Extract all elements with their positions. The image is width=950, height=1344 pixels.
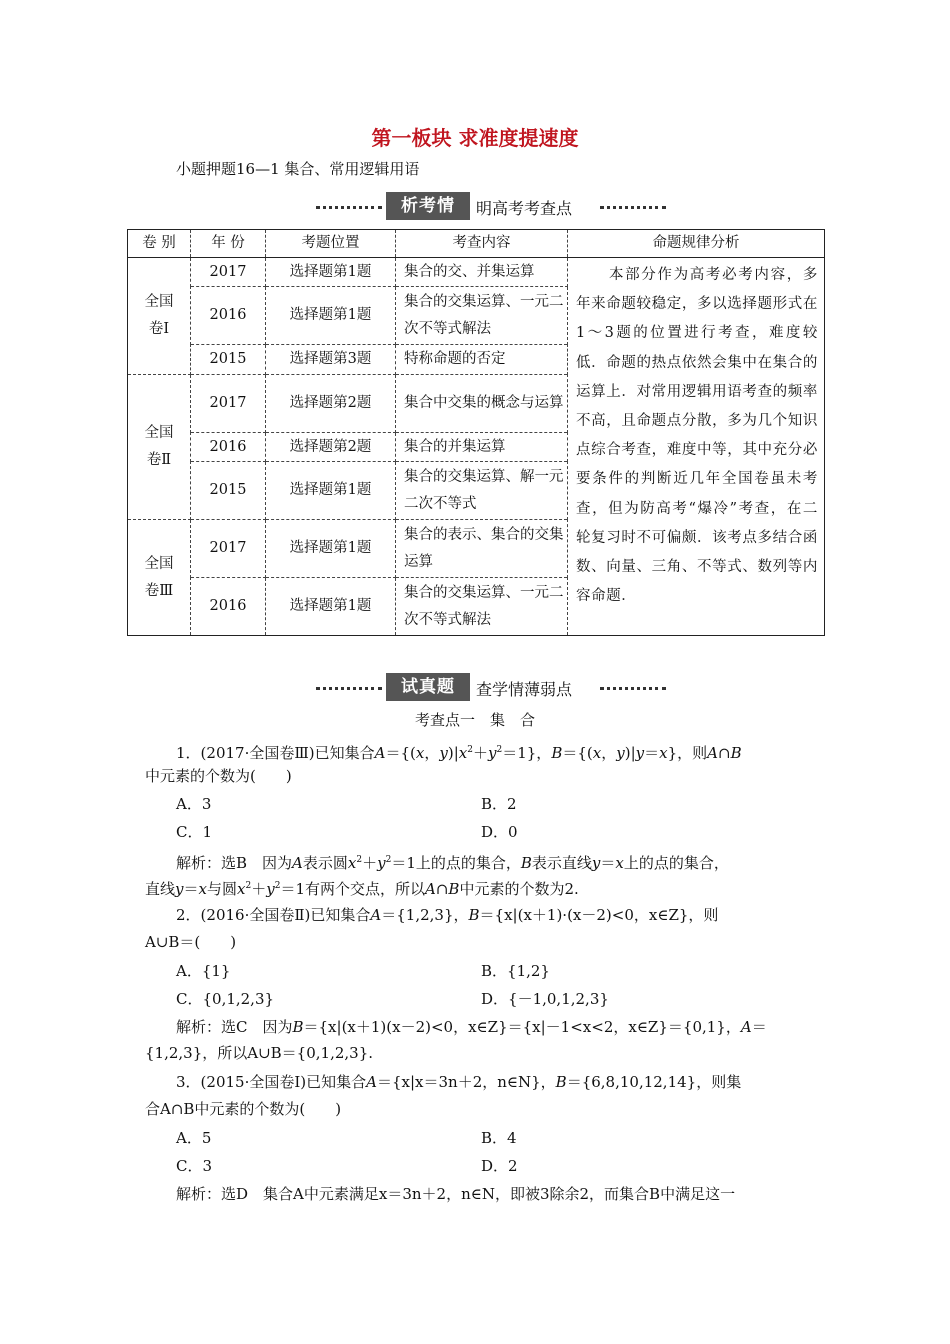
content-cell: 集合的交、并集运算 [396,258,568,287]
header-year: 年 份 [191,230,266,258]
header-analysis: 命题规律分析 [568,230,825,258]
answer-3-line1: 解析：选D 集合A中元素满足x＝3n＋2，n∈N，即被3除余2，而集合B中满足这一 [176,1185,736,1203]
answer-1-line1: 解析：选B 因为A表示圆$x^2+y^2=1$上的点的集合，B表示直线y＝x上的点的集合， [176,854,729,872]
analysis-cell: 本部分作为高考必考内容，多年来命题较稳定，多以选择题形式在1～3题的位置进行考查，难度较低．命题的热点依然会集中在集合的运算上．对常用逻辑用语考查的频率不高，且命题点分散，多为几个知识点综合考查，难度中等，其中充分必要条件的判断近几年全国卷虽未考查，但为防高考“爆冷”考查，在二轮复习时不可偏颇．该考点多结合函数、向量、三角、不等式、数列等内容命题． [568,258,825,636]
table-row [128,258,825,287]
answer-2-line1: 解析：选C 因为B＝{x|(x＋1)(x－2)<0，x∈Z}＝{x|－1<x<2，x∈Z}＝{0,1}，A＝ [176,1018,767,1036]
option-d: D．{－1,0,1,2,3} [481,990,609,1008]
option-c: C．3 [176,1157,213,1175]
year-cell: 2016 [191,287,266,345]
section-heading: 考查点一 集 合 [414,711,535,729]
header-paper: 卷 别 [128,230,191,258]
position-cell: 选择题第1题 [266,520,396,578]
option-d: D．2 [481,1157,518,1175]
answer-1-line2: 直线y＝x与圆$x^2+y^2=1$有两个交点，所以A∩B中元素的个数为2. [145,880,579,898]
position-cell: 选择题第1题 [266,462,396,520]
position-cell: 选择题第1题 [266,578,396,636]
year-cell: 2015 [191,462,266,520]
year-cell: 2016 [191,433,266,462]
banner-tag: 试真题 [386,673,470,701]
question-2-stem: 2．(2016·全国卷Ⅱ)已知集合A＝{1,2,3}，B＝{x|(x＋1)·(x－2)<0，x∈Z}，则 [176,906,719,924]
section-banner-practice [316,673,666,703]
option-c: C．1 [176,823,213,841]
position-cell: 选择题第2题 [266,375,396,433]
content-cell: 集合的交集运算、解一元二次不等式 [396,462,568,520]
year-cell: 2016 [191,578,266,636]
content-cell: 集合中交集的概念与运算 [396,375,568,433]
year-cell: 2017 [191,258,266,287]
content-cell: 集合的交集运算、一元二次不等式解法 [396,578,568,636]
content-cell: 特称命题的否定 [396,345,568,375]
question-1-stem: 1．(2017·全国卷Ⅲ)已知集合A＝{(x，$y)|x^2+y^2=1$}，B＝{(x，y)|y＝x}，则A∩B [176,744,742,762]
position-cell: 选择题第1题 [266,258,396,287]
question-2-stem-line2: A∪B＝( ) [145,933,237,951]
section-banner-analysis [316,192,666,222]
content-cell: 集合的表示、集合的交集运算 [396,520,568,578]
year-cell: 2017 [191,520,266,578]
option-c: C．{0,1,2,3} [176,990,275,1008]
option-a: A．{1} [176,962,231,980]
page-title: 第一板块 求准度提速度 [371,126,579,150]
position-cell: 选择题第3题 [266,345,396,375]
banner-caption: 明高考考查点 [476,199,573,218]
content-cell: 集合的交集运算、一元二次不等式解法 [396,287,568,345]
paper-cell: 全国 卷Ⅰ [128,258,191,375]
answer-2-line2: {1,2,3}，所以A∪B＝{0,1,2,3}. [145,1044,374,1062]
option-b: B．2 [481,795,517,813]
question-3-stem-line2: 合A∩B中元素的个数为( ) [145,1100,342,1118]
option-a: A．5 [176,1129,212,1147]
option-d: D．0 [481,823,518,841]
position-cell: 选择题第1题 [266,287,396,345]
header-position: 考题位置 [266,230,396,258]
exam-analysis-table [127,229,825,636]
paper-cell: 全国 卷Ⅲ [128,520,191,636]
banner-caption: 查学情薄弱点 [476,680,573,699]
paper-cell: 全国 卷Ⅱ [128,375,191,520]
position-cell: 选择题第2题 [266,433,396,462]
header-content: 考查内容 [396,230,568,258]
year-cell: 2017 [191,375,266,433]
content-cell: 集合的并集运算 [396,433,568,462]
option-a: A．3 [176,795,212,813]
year-cell: 2015 [191,345,266,375]
banner-tag: 析考情 [386,192,470,220]
option-b: B．{1,2} [481,962,550,980]
question-3-stem: 3．(2015·全国卷Ⅰ)已知集合A＝{x|x＝3n＋2，n∈N}，B＝{6,8,10,12,14}，则集 [176,1073,742,1091]
question-1-stem-line2: 中元素的个数为( ) [145,767,292,785]
page-subtitle: 小题押题16—1 集合、常用逻辑用语 [176,160,420,178]
option-b: B．4 [481,1129,517,1147]
